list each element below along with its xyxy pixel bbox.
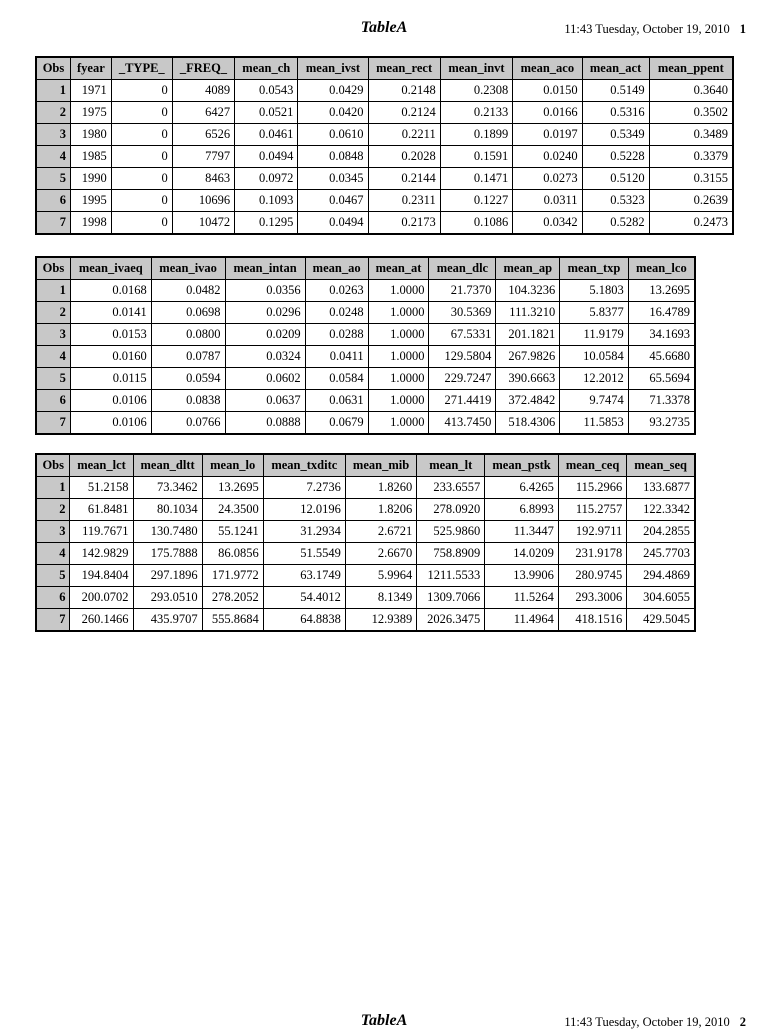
- obs-cell: 1: [36, 477, 70, 499]
- table-cell: 0.0311: [513, 190, 582, 212]
- table-cell: 372.4842: [496, 390, 560, 412]
- table-cell: 111.3210: [496, 302, 560, 324]
- table-row: [36, 190, 733, 212]
- table-cell: 13.2695: [202, 477, 263, 499]
- table-cell: 51.2158: [70, 477, 133, 499]
- table-cell: 2026.3475: [417, 609, 485, 632]
- table-cell: 1.0000: [368, 412, 429, 435]
- table-cell: 0.0610: [298, 124, 368, 146]
- table-cell: 0: [111, 190, 172, 212]
- table-row: [36, 102, 733, 124]
- obs-cell: 1: [36, 280, 70, 302]
- table-cell: 0.0637: [225, 390, 305, 412]
- table-cell: 30.5369: [429, 302, 496, 324]
- column-header-mean-mib: mean_mib: [345, 454, 416, 477]
- table-row: [36, 346, 695, 368]
- page-title: TableA: [360, 19, 408, 36]
- table-cell: 0.5282: [582, 212, 649, 235]
- obs-cell: 4: [36, 543, 70, 565]
- table-cell: 6427: [172, 102, 234, 124]
- table-cell: 0: [111, 146, 172, 168]
- table-cell: 0.0521: [235, 102, 298, 124]
- table-cell: 0.0153: [70, 324, 151, 346]
- table-cell: 67.5331: [429, 324, 496, 346]
- table-cell: 0.0972: [235, 168, 298, 190]
- table-cell: 1990: [70, 168, 111, 190]
- table-cell: 0.1471: [440, 168, 512, 190]
- table-row: [36, 390, 695, 412]
- table-cell: 7.2736: [263, 477, 345, 499]
- column-header-mean-ivaeq: mean_ivaeq: [70, 257, 151, 280]
- table-cell: 12.2012: [560, 368, 628, 390]
- column-header-mean-ao: mean_ao: [305, 257, 368, 280]
- table-cell: 54.4012: [263, 587, 345, 609]
- table-cell: 0.0787: [151, 346, 225, 368]
- table-cell: 51.5549: [263, 543, 345, 565]
- table-cell: 55.1241: [202, 521, 263, 543]
- table-cell: 11.4964: [485, 609, 559, 632]
- table-cell: 0.0766: [151, 412, 225, 435]
- table-cell: 0.0150: [513, 80, 582, 102]
- column-header-fyear: fyear: [70, 57, 111, 80]
- table-cell: 8463: [172, 168, 234, 190]
- table-cell: 0.1093: [235, 190, 298, 212]
- table-cell: 0: [111, 124, 172, 146]
- table-cell: 271.4419: [429, 390, 496, 412]
- table-row: [36, 521, 695, 543]
- obs-cell: 7: [36, 609, 70, 632]
- table-cell: 0.1086: [440, 212, 512, 235]
- table-cell: 201.1821: [496, 324, 560, 346]
- table-cell: 31.2934: [263, 521, 345, 543]
- table-cell: 555.8684: [202, 609, 263, 632]
- column-header-mean-aco: mean_aco: [513, 57, 582, 80]
- table-cell: 13.2695: [628, 280, 695, 302]
- table-cell: 6526: [172, 124, 234, 146]
- table-cell: 142.9829: [70, 543, 133, 565]
- table-cell: 0.0342: [513, 212, 582, 235]
- table-cell: 0.0209: [225, 324, 305, 346]
- table-cell: 0.0679: [305, 412, 368, 435]
- table-cell: 229.7247: [429, 368, 496, 390]
- table-cell: 11.5853: [560, 412, 628, 435]
- table-cell: 0.0584: [305, 368, 368, 390]
- table-cell: 1.0000: [368, 324, 429, 346]
- table-cell: 4089: [172, 80, 234, 102]
- table-cell: 2.6670: [345, 543, 416, 565]
- table-cell: 0.0273: [513, 168, 582, 190]
- table-cell: 0.0240: [513, 146, 582, 168]
- table-cell: 1995: [70, 190, 111, 212]
- column-header-mean-act: mean_act: [582, 57, 649, 80]
- table-cell: 0.0461: [235, 124, 298, 146]
- table-cell: 245.7703: [627, 543, 695, 565]
- table-cell: 0.1295: [235, 212, 298, 235]
- table-cell: 1985: [70, 146, 111, 168]
- next-page-header: [0, 1012, 768, 1036]
- table-cell: 0.1591: [440, 146, 512, 168]
- obs-cell: 6: [36, 587, 70, 609]
- obs-cell: 7: [36, 212, 70, 235]
- obs-cell: 2: [36, 302, 70, 324]
- table-cell: 0.2173: [368, 212, 440, 235]
- table-cell: 64.8838: [263, 609, 345, 632]
- table-cell: 1.8206: [345, 499, 416, 521]
- table-cell: 2.6721: [345, 521, 416, 543]
- table-cell: 13.9906: [485, 565, 559, 587]
- table-cell: 5.1803: [560, 280, 628, 302]
- data-table-1: [35, 56, 734, 235]
- column-header-mean-lt: mean_lt: [417, 454, 485, 477]
- page-number: 1: [739, 22, 746, 36]
- table-cell: 14.0209: [485, 543, 559, 565]
- table-cell: 65.5694: [628, 368, 695, 390]
- column-header-mean-at: mean_at: [368, 257, 429, 280]
- table-cell: 0.3502: [649, 102, 733, 124]
- table-cell: 293.0510: [133, 587, 202, 609]
- column-header-mean-intan: mean_intan: [225, 257, 305, 280]
- table-cell: 200.0702: [70, 587, 133, 609]
- table-cell: 0.0848: [298, 146, 368, 168]
- column-header-freq: _FREQ_: [172, 57, 234, 80]
- table-cell: 0.0263: [305, 280, 368, 302]
- table-cell: 1975: [70, 102, 111, 124]
- table-cell: 1.0000: [368, 302, 429, 324]
- table-cell: 12.9389: [345, 609, 416, 632]
- table-cell: 0.3155: [649, 168, 733, 190]
- table-cell: 192.9711: [558, 521, 626, 543]
- table-cell: 0.2133: [440, 102, 512, 124]
- next-page-title: TableA: [360, 1012, 408, 1029]
- table-cell: 294.4869: [627, 565, 695, 587]
- table-cell: 260.1466: [70, 609, 133, 632]
- table-cell: 0.0602: [225, 368, 305, 390]
- table-cell: 0.3640: [649, 80, 733, 102]
- table-cell: 0.0411: [305, 346, 368, 368]
- table-cell: 0.2028: [368, 146, 440, 168]
- table-cell: 0.0166: [513, 102, 582, 124]
- table-row: [36, 368, 695, 390]
- column-header-obs: Obs: [36, 257, 70, 280]
- table-row: [36, 609, 695, 632]
- table-row: [36, 212, 733, 235]
- column-header-mean-dlc: mean_dlc: [429, 257, 496, 280]
- obs-cell: 7: [36, 412, 70, 435]
- table-cell: 0.0698: [151, 302, 225, 324]
- table-row: [36, 412, 695, 435]
- table-cell: 267.9826: [496, 346, 560, 368]
- table-cell: 104.3236: [496, 280, 560, 302]
- column-header-mean-lco: mean_lco: [628, 257, 695, 280]
- table-cell: 1.0000: [368, 368, 429, 390]
- next-page-number: 2: [739, 1015, 746, 1029]
- table-cell: 0.0324: [225, 346, 305, 368]
- page-header: [0, 18, 768, 42]
- table-cell: 0.0288: [305, 324, 368, 346]
- table-row: [36, 477, 695, 499]
- table-cell: 0.0494: [298, 212, 368, 235]
- next-page-meta: [564, 1015, 746, 1030]
- table-cell: 1.0000: [368, 346, 429, 368]
- table-cell: 0.5316: [582, 102, 649, 124]
- table-row: [36, 324, 695, 346]
- table-cell: 10472: [172, 212, 234, 235]
- table-cell: 11.9179: [560, 324, 628, 346]
- table-cell: 9.7474: [560, 390, 628, 412]
- table-cell: 171.9772: [202, 565, 263, 587]
- column-header-mean-lo: mean_lo: [202, 454, 263, 477]
- table-cell: 129.5804: [429, 346, 496, 368]
- table-cell: 10696: [172, 190, 234, 212]
- table-cell: 1971: [70, 80, 111, 102]
- table-cell: 0.3489: [649, 124, 733, 146]
- header-row: [36, 454, 695, 477]
- table-cell: 0.0494: [235, 146, 298, 168]
- column-header-mean-rect: mean_rect: [368, 57, 440, 80]
- table-cell: 1211.5533: [417, 565, 485, 587]
- obs-cell: 4: [36, 146, 70, 168]
- table-cell: 0.0838: [151, 390, 225, 412]
- table-cell: 80.1034: [133, 499, 202, 521]
- table-cell: 0.2639: [649, 190, 733, 212]
- page-meta: [564, 22, 746, 37]
- table-cell: 119.7671: [70, 521, 133, 543]
- table-cell: 0.0482: [151, 280, 225, 302]
- table-cell: 0.0296: [225, 302, 305, 324]
- table-cell: 0.0248: [305, 302, 368, 324]
- table-cell: 194.8404: [70, 565, 133, 587]
- table-cell: 71.3378: [628, 390, 695, 412]
- obs-cell: 6: [36, 190, 70, 212]
- table-cell: 0.0800: [151, 324, 225, 346]
- table-cell: 63.1749: [263, 565, 345, 587]
- table-cell: 7797: [172, 146, 234, 168]
- table-cell: 429.5045: [627, 609, 695, 632]
- table-row: [36, 280, 695, 302]
- table-cell: 758.8909: [417, 543, 485, 565]
- header-row: [36, 257, 695, 280]
- table-cell: 133.6877: [627, 477, 695, 499]
- table-cell: 0.2308: [440, 80, 512, 102]
- table-cell: 1.0000: [368, 280, 429, 302]
- table-cell: 0.1227: [440, 190, 512, 212]
- table-cell: 115.2757: [558, 499, 626, 521]
- table-cell: 0.2144: [368, 168, 440, 190]
- table-cell: 0.0345: [298, 168, 368, 190]
- table-cell: 93.2735: [628, 412, 695, 435]
- table-cell: 115.2966: [558, 477, 626, 499]
- table-cell: 24.3500: [202, 499, 263, 521]
- column-header-mean-ivao: mean_ivao: [151, 257, 225, 280]
- table-cell: 0.2124: [368, 102, 440, 124]
- table-cell: 278.2052: [202, 587, 263, 609]
- column-header-mean-pstk: mean_pstk: [485, 454, 559, 477]
- column-header-mean-txp: mean_txp: [560, 257, 628, 280]
- table-cell: 0: [111, 212, 172, 235]
- table-cell: 73.3462: [133, 477, 202, 499]
- table-row: [36, 565, 695, 587]
- table-cell: 175.7888: [133, 543, 202, 565]
- table-cell: 11.5264: [485, 587, 559, 609]
- table-cell: 435.9707: [133, 609, 202, 632]
- table-cell: 0.0356: [225, 280, 305, 302]
- table-cell: 0.0543: [235, 80, 298, 102]
- table-cell: 6.4265: [485, 477, 559, 499]
- column-header-mean-lct: mean_lct: [70, 454, 133, 477]
- table-cell: 0.0106: [70, 412, 151, 435]
- table-cell: 1.8260: [345, 477, 416, 499]
- table-cell: 231.9178: [558, 543, 626, 565]
- table-cell: 16.4789: [628, 302, 695, 324]
- obs-cell: 5: [36, 368, 70, 390]
- column-header-mean-invt: mean_invt: [440, 57, 512, 80]
- table-row: [36, 124, 733, 146]
- table-cell: 11.3447: [485, 521, 559, 543]
- column-header-obs: Obs: [36, 57, 70, 80]
- table-cell: 0.5323: [582, 190, 649, 212]
- table-cell: 86.0856: [202, 543, 263, 565]
- table-cell: 304.6055: [627, 587, 695, 609]
- table-row: [36, 168, 733, 190]
- obs-cell: 2: [36, 499, 70, 521]
- table-row: [36, 302, 695, 324]
- table-cell: 518.4306: [496, 412, 560, 435]
- obs-cell: 4: [36, 346, 70, 368]
- table-cell: 0.0594: [151, 368, 225, 390]
- table-cell: 21.7370: [429, 280, 496, 302]
- table-cell: 1309.7066: [417, 587, 485, 609]
- data-table-2: [35, 256, 696, 435]
- table-cell: 0.5120: [582, 168, 649, 190]
- table-cell: 233.6557: [417, 477, 485, 499]
- table-cell: 122.3342: [627, 499, 695, 521]
- table-cell: 390.6663: [496, 368, 560, 390]
- table-cell: 0.0888: [225, 412, 305, 435]
- table-cell: 0.0141: [70, 302, 151, 324]
- next-report-datetime: 11:43 Tuesday, October 19, 2010: [564, 1015, 730, 1029]
- table-cell: 5.9964: [345, 565, 416, 587]
- table-cell: 0: [111, 168, 172, 190]
- table-cell: 525.9860: [417, 521, 485, 543]
- column-header-mean-ppent: mean_ppent: [649, 57, 733, 80]
- table-cell: 12.0196: [263, 499, 345, 521]
- table-cell: 0.0429: [298, 80, 368, 102]
- table-cell: 297.1896: [133, 565, 202, 587]
- column-header-mean-txditc: mean_txditc: [263, 454, 345, 477]
- table-cell: 413.7450: [429, 412, 496, 435]
- table-cell: 5.8377: [560, 302, 628, 324]
- table-cell: 204.2855: [627, 521, 695, 543]
- table-row: [36, 80, 733, 102]
- table-cell: 278.0920: [417, 499, 485, 521]
- table-cell: 0.5349: [582, 124, 649, 146]
- column-header-mean-ivst: mean_ivst: [298, 57, 368, 80]
- column-header-type: _TYPE_: [111, 57, 172, 80]
- column-header-mean-seq: mean_seq: [627, 454, 695, 477]
- table-cell: 0.5228: [582, 146, 649, 168]
- table-cell: 418.1516: [558, 609, 626, 632]
- table-cell: 0.0631: [305, 390, 368, 412]
- table-cell: 0.0420: [298, 102, 368, 124]
- table-cell: 0.2211: [368, 124, 440, 146]
- obs-cell: 3: [36, 521, 70, 543]
- data-table-3: [35, 453, 696, 632]
- table-cell: 1980: [70, 124, 111, 146]
- table-cell: 0: [111, 102, 172, 124]
- table-cell: 0.0168: [70, 280, 151, 302]
- obs-cell: 5: [36, 565, 70, 587]
- obs-cell: 3: [36, 324, 70, 346]
- obs-cell: 1: [36, 80, 70, 102]
- table-cell: 280.9745: [558, 565, 626, 587]
- table-cell: 0.2311: [368, 190, 440, 212]
- table-cell: 1998: [70, 212, 111, 235]
- table-cell: 0.5149: [582, 80, 649, 102]
- table-cell: 293.3006: [558, 587, 626, 609]
- table-row: [36, 543, 695, 565]
- column-header-mean-ap: mean_ap: [496, 257, 560, 280]
- table-row: [36, 146, 733, 168]
- obs-cell: 2: [36, 102, 70, 124]
- table-cell: 0: [111, 80, 172, 102]
- table-cell: 61.8481: [70, 499, 133, 521]
- table-cell: 0.0467: [298, 190, 368, 212]
- table-cell: 130.7480: [133, 521, 202, 543]
- column-header-obs: Obs: [36, 454, 70, 477]
- table-cell: 0.0160: [70, 346, 151, 368]
- table-cell: 6.8993: [485, 499, 559, 521]
- table-cell: 1.0000: [368, 390, 429, 412]
- table-cell: 10.0584: [560, 346, 628, 368]
- obs-cell: 6: [36, 390, 70, 412]
- table-row: [36, 499, 695, 521]
- obs-cell: 3: [36, 124, 70, 146]
- table-row: [36, 587, 695, 609]
- header-row: [36, 57, 733, 80]
- column-header-mean-ch: mean_ch: [235, 57, 298, 80]
- table-cell: 0.0106: [70, 390, 151, 412]
- table-cell: 8.1349: [345, 587, 416, 609]
- column-header-mean-dltt: mean_dltt: [133, 454, 202, 477]
- table-cell: 45.6680: [628, 346, 695, 368]
- column-header-mean-ceq: mean_ceq: [558, 454, 626, 477]
- table-cell: 0.1899: [440, 124, 512, 146]
- table-cell: 0.3379: [649, 146, 733, 168]
- table-cell: 0.0197: [513, 124, 582, 146]
- report-datetime: 11:43 Tuesday, October 19, 2010: [564, 22, 730, 36]
- table-cell: 0.0115: [70, 368, 151, 390]
- table-cell: 34.1693: [628, 324, 695, 346]
- table-cell: 0.2473: [649, 212, 733, 235]
- obs-cell: 5: [36, 168, 70, 190]
- table-cell: 0.2148: [368, 80, 440, 102]
